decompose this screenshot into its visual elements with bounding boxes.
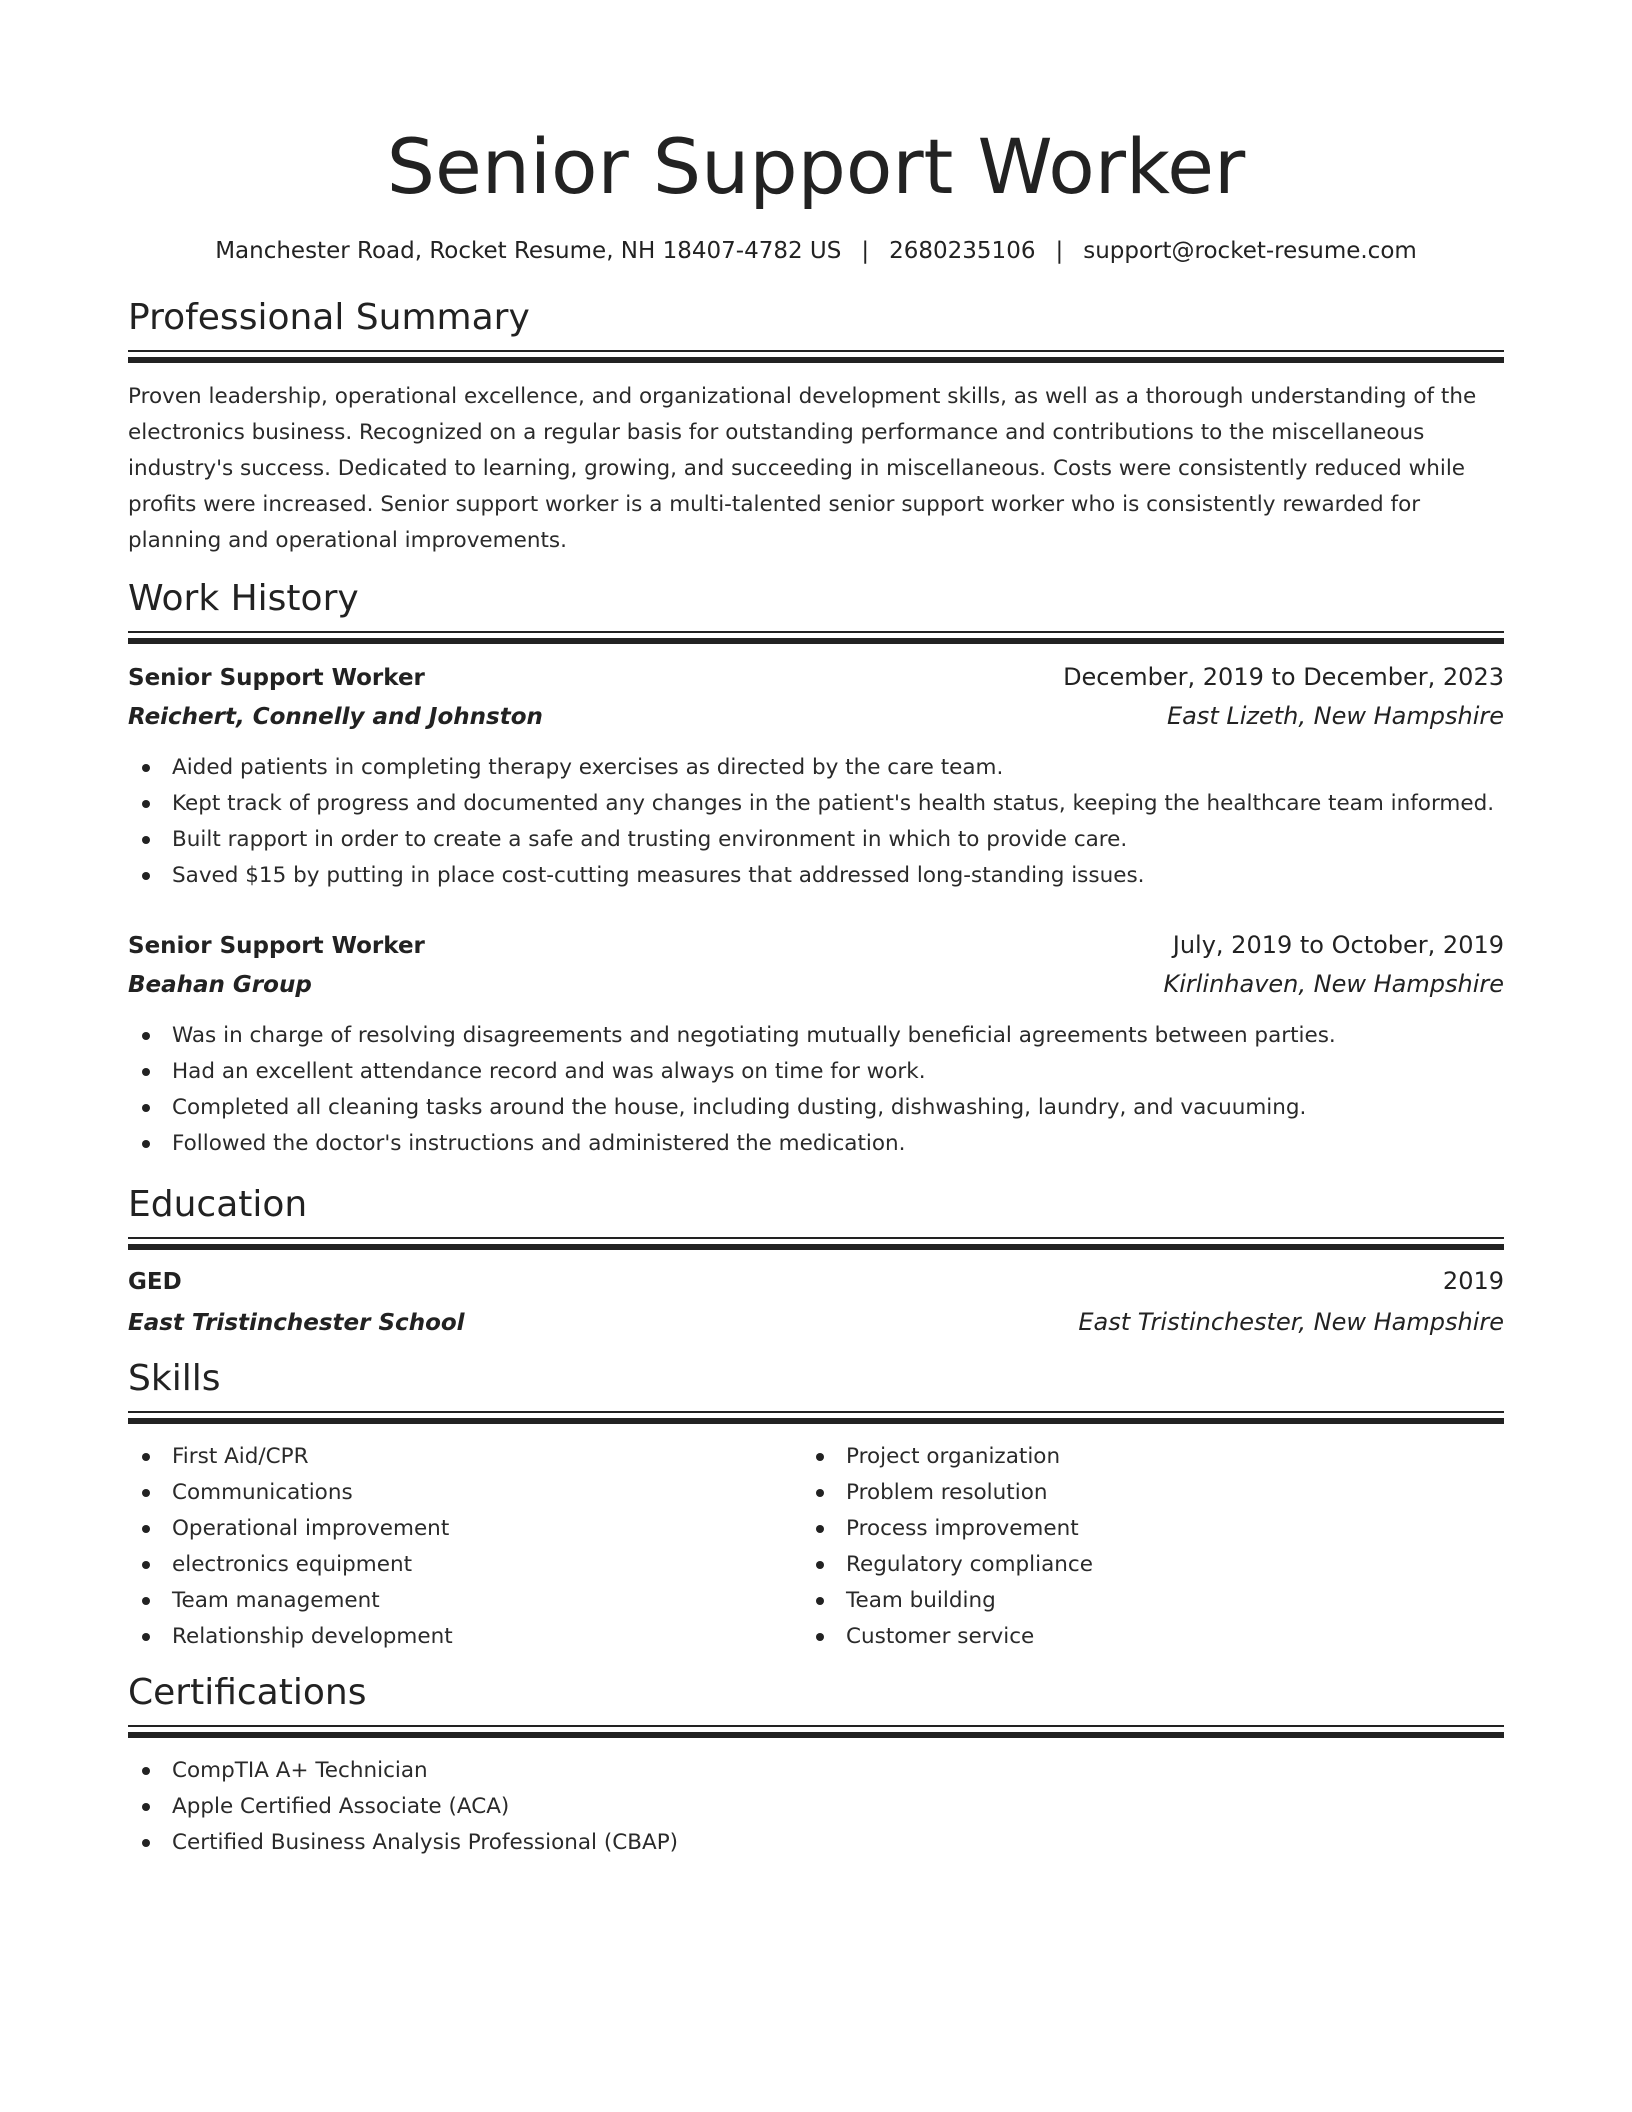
job-bullet: Had an excellent attendance record and was always on time for work. bbox=[128, 1054, 1504, 1090]
bullet-icon bbox=[142, 1633, 150, 1641]
skill-item: Operational improvement bbox=[128, 1511, 802, 1547]
certifications-heading: Certifications bbox=[128, 1672, 367, 1713]
job-bullet-list bbox=[128, 750, 1504, 894]
education-section bbox=[128, 1183, 1504, 1342]
skills-list-left bbox=[128, 1439, 802, 1655]
resume-name: Senior Support Worker bbox=[386, 122, 1246, 211]
skills-section bbox=[128, 1357, 1504, 1655]
contact-line bbox=[128, 233, 1504, 269]
job-bullet: Followed the doctor's instructions and administered the medication. bbox=[128, 1126, 1504, 1162]
job-location: Kirlinhaven, New Hampshire bbox=[1163, 970, 1504, 998]
skill-item: First Aid/CPR bbox=[128, 1439, 802, 1475]
skill-item: Problem resolution bbox=[802, 1475, 1476, 1511]
education-school: East Tristinchester School bbox=[128, 1310, 465, 1336]
bullet-icon bbox=[142, 1597, 150, 1605]
job-bullet: Was in charge of resolving disagreements and negotiating mutually beneficial agreements between parties. bbox=[128, 1018, 1504, 1054]
skill-item: Regulatory compliance bbox=[802, 1547, 1476, 1583]
certifications-list bbox=[128, 1753, 1504, 1861]
work-history-heading: Work History bbox=[128, 578, 359, 619]
contact-separator: | bbox=[861, 238, 870, 264]
bullet-icon bbox=[816, 1597, 824, 1605]
education-header-row bbox=[128, 1262, 1504, 1301]
skill-item: Communications bbox=[128, 1475, 802, 1511]
education-entry bbox=[128, 1262, 1504, 1342]
summary-text: Proven leadership, operational excellence, and organizational development skills, as well as a thorough understanding of the electronics business. Recognized on a regular basis for outstanding performance and contributions to the miscellaneous industry's success. Dedicated to learning, growing, and succeeding in miscellaneous. Costs were consistently reduced while profits were increased. Senior support worker is a multi-talented senior support worker who is consistently rewarded for planning and operational improvements. bbox=[128, 384, 1477, 553]
job-location: East Lizeth, New Hampshire bbox=[1166, 702, 1504, 730]
education-school-row bbox=[128, 1303, 1504, 1342]
contact-address: Manchester Road, Rocket Resume, NH 18407-4782 US bbox=[215, 238, 842, 264]
bullet-icon bbox=[816, 1489, 824, 1497]
job-company-row bbox=[128, 965, 1504, 1004]
skill-item: Team management bbox=[128, 1583, 802, 1619]
skill-item: Relationship development bbox=[128, 1619, 802, 1655]
bullet-icon bbox=[142, 764, 150, 772]
section-divider bbox=[128, 1411, 1504, 1425]
job-bullet: Saved $15 by putting in place cost-cutting measures that addressed long-standing issues. bbox=[128, 858, 1504, 894]
bullet-icon bbox=[816, 1453, 824, 1461]
skill-item: Process improvement bbox=[802, 1511, 1476, 1547]
section-divider bbox=[128, 1237, 1504, 1251]
skills-heading: Skills bbox=[128, 1358, 221, 1399]
certification-item: Certified Business Analysis Professional (CBAP) bbox=[128, 1825, 1504, 1861]
section-divider bbox=[128, 350, 1504, 364]
job-company: Reichert, Connelly and Johnston bbox=[128, 704, 543, 730]
job-entry bbox=[128, 658, 1504, 894]
contact-email: support@rocket-resume.com bbox=[1083, 238, 1417, 264]
bullet-icon bbox=[142, 1525, 150, 1533]
certification-item: Apple Certified Associate (ACA) bbox=[128, 1789, 1504, 1825]
job-dates: December, 2019 to December, 2023 bbox=[1063, 663, 1504, 691]
job-company-row bbox=[128, 697, 1504, 736]
job-dates: July, 2019 to October, 2019 bbox=[1172, 931, 1504, 959]
job-header-row bbox=[128, 658, 1504, 697]
job-bullet-list bbox=[128, 1018, 1504, 1162]
bullet-icon bbox=[142, 1803, 150, 1811]
skill-item: Customer service bbox=[802, 1619, 1476, 1655]
skill-item: Project organization bbox=[802, 1439, 1476, 1475]
education-location: East Tristinchester, New Hampshire bbox=[1078, 1308, 1504, 1336]
bullet-icon bbox=[142, 836, 150, 844]
job-title: Senior Support Worker bbox=[128, 665, 425, 691]
resume-page bbox=[128, 0, 1504, 1861]
bullet-icon bbox=[142, 1140, 150, 1148]
bullet-icon bbox=[142, 1453, 150, 1461]
education-year: 2019 bbox=[1442, 1267, 1504, 1295]
bullet-icon bbox=[142, 1104, 150, 1112]
bullet-icon bbox=[142, 1767, 150, 1775]
bullet-icon bbox=[142, 1561, 150, 1569]
summary-section bbox=[128, 296, 1504, 559]
job-header-row bbox=[128, 926, 1504, 965]
bullet-icon bbox=[142, 872, 150, 880]
education-degree: GED bbox=[128, 1269, 182, 1295]
job-bullet: Built rapport in order to create a safe and trusting environment in which to provide care. bbox=[128, 822, 1504, 858]
contact-phone: 2680235106 bbox=[889, 238, 1036, 264]
job-bullet: Kept track of progress and documented any changes in the patient's health status, keeping the healthcare team informed. bbox=[128, 786, 1504, 822]
bullet-icon bbox=[142, 1032, 150, 1040]
job-company: Beahan Group bbox=[128, 972, 312, 998]
section-divider bbox=[128, 631, 1504, 645]
job-title: Senior Support Worker bbox=[128, 933, 425, 959]
bullet-icon bbox=[142, 800, 150, 808]
certification-item: CompTIA A+ Technician bbox=[128, 1753, 1504, 1789]
education-heading: Education bbox=[128, 1184, 308, 1225]
skill-item: electronics equipment bbox=[128, 1547, 802, 1583]
bullet-icon bbox=[816, 1633, 824, 1641]
job-bullet: Completed all cleaning tasks around the house, including dusting, dishwashing, laundry, and vacuuming. bbox=[128, 1090, 1504, 1126]
skills-list-right bbox=[802, 1439, 1476, 1655]
skill-item: Team building bbox=[802, 1583, 1476, 1619]
job-bullet: Aided patients in completing therapy exercises as directed by the care team. bbox=[128, 750, 1504, 786]
contact-separator: | bbox=[1055, 238, 1064, 264]
section-divider bbox=[128, 1725, 1504, 1739]
bullet-icon bbox=[816, 1525, 824, 1533]
bullet-icon bbox=[142, 1489, 150, 1497]
work-history-section bbox=[128, 577, 1504, 1162]
bullet-icon bbox=[142, 1068, 150, 1076]
bullet-icon bbox=[142, 1839, 150, 1847]
job-entry bbox=[128, 926, 1504, 1162]
certifications-section bbox=[128, 1671, 1504, 1861]
summary-heading: Professional Summary bbox=[128, 297, 530, 338]
bullet-icon bbox=[816, 1561, 824, 1569]
skills-columns bbox=[128, 1439, 1504, 1655]
